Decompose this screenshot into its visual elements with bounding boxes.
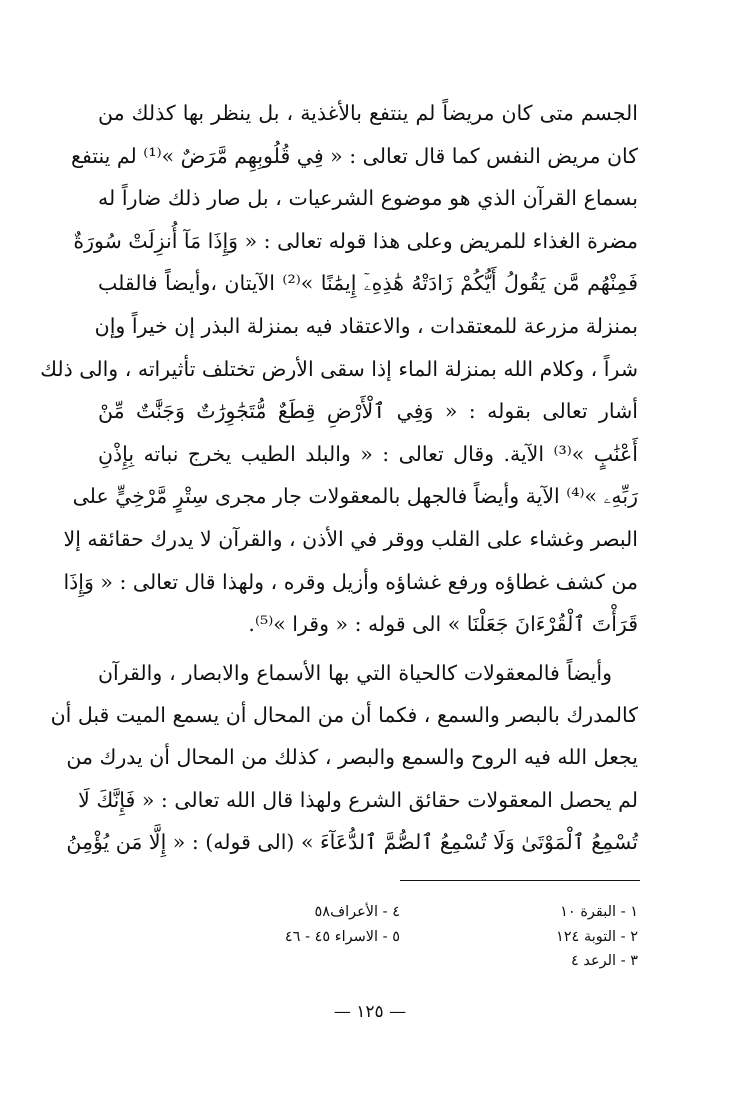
- text-line: رَبِّهِۦ »⁽⁴⁾ الآية وأيضاً فالجهل بالمعقولات جار مجرى سِتْرٍ مَّرْخِيٍّ على: [72, 484, 638, 509]
- paragraph-1: [40, 92, 639, 646]
- footnote-4: ٤ - الأعراف٥٨: [314, 904, 400, 920]
- text-line: من كشف غطاؤه ورفع غشاؤه وأزيل وقره ، ولهذا قال تعالى : « وَإِذَا: [63, 569, 638, 594]
- text-line: يجعل الله فيه الروح والسمع والبصر ، كذلك من المحال أن يدرك من: [66, 745, 638, 770]
- text-line: لم يحصل المعقولات حقائق الشرع ولهذا قال الله تعالى : « فَإِنَّكَ لَا: [78, 787, 638, 812]
- text-line: كان مريض النفس كما قال تعالى : « فِي قُلُوبِهِم مَّرَضٌ »⁽¹⁾ لم ينتفع: [71, 143, 638, 168]
- paragraph-2: [50, 652, 638, 863]
- text-line: أشار تعالى بقوله : « وَفِي ٱلْأَرْضِ قِطَعٌ مُّتَجَٰوِرَٰتٌ وَجَنَّٰتٌ مِّنْ: [98, 399, 638, 424]
- footnote-2: ٢ - التوبة ١٢٤: [555, 929, 638, 945]
- text-line: قَرَأْتَ ٱلْقُرْءَانَ جَعَلْنَا » الى قوله : « وقرا »⁽⁵⁾.: [248, 612, 638, 637]
- page-number: — ١٢٥ —: [333, 1002, 407, 1022]
- text-line: أَعْنَٰبٍ »⁽³⁾ الآية. وقال تعالى : « والبلد الطيب يخرج نباته بِإِذْنِ: [98, 441, 638, 466]
- text-line: البصر وغشاء على القلب ووقر في الأذن ، والقرآن لا يدرك حقائقه إلا: [63, 526, 638, 551]
- text-line: الجسم متى كان مريضاً لم ينتفع بالأغذية ، بل ينظر بها كذلك من: [98, 101, 638, 125]
- footnote-3: ٣ - الرعد ٤: [570, 953, 638, 969]
- text-line: بمنزلة مزرعة للمعتقدات ، والاعتقاد فيه بمنزلة البذر إن خيراً وإن: [94, 313, 638, 338]
- text-line: فَمِنْهُم مَّن يَقُولُ أَيُّكُمْ زَادَتْهُ هَٰذِهِۦٓ إِيمَٰنًا »⁽²⁾ الآيتان ،وأيضاً فالقلب: [98, 271, 639, 296]
- text-line: بسماع القرآن الذي هو موضوع الشرعيات ، بل صار ذلك ضاراً له: [98, 186, 638, 211]
- footnote-1: ١ - البقرة ١٠: [560, 904, 638, 920]
- text-line: شراً ، وكلام الله بمنزلة الماء إذا سقى الأرض تختلف تأثيراته ، والى ذلك: [40, 356, 638, 381]
- footnote-5: ٥ - الاسراء ٤٥ - ٤٦: [284, 929, 400, 945]
- text-line: وأيضاً فالمعقولات كالحياة التي بها الأسماع والابصار ، والقرآن: [98, 661, 612, 685]
- text-line: تُسْمِعُ ٱلْمَوْتَىٰ وَلَا تُسْمِعُ ٱلصُّمَّ ٱلدُّعَآءَ » (الى قوله) : « إِلَّا مَن يُؤْمِنُ: [66, 829, 638, 854]
- text-line: كالمدرك بالبصر والسمع ، فكما أن من المحال أن يسمع الميت قبل أن: [50, 703, 638, 728]
- text-line: مضرة الغذاء للمريض وعلى هذا قوله تعالى : « وَإِذَا مَآ أُنزِلَتْ سُورَةٌ: [73, 228, 638, 253]
- footnote-divider: [400, 880, 640, 881]
